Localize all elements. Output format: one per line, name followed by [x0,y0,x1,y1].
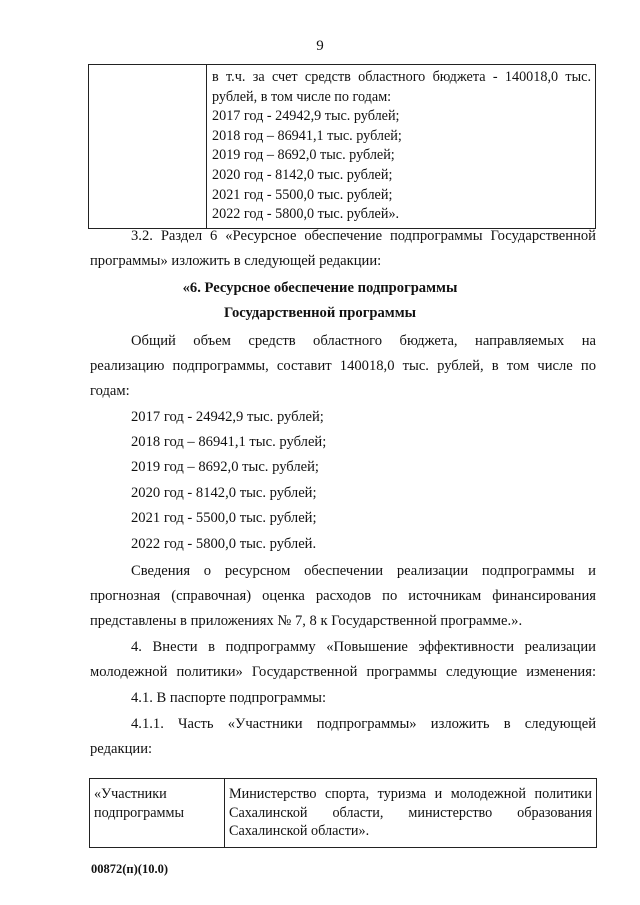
paragraph-4-1-1-line: 4.1.1. Часть «Участники подпрограммы» изложить в следующей [131,716,596,732]
participants-table [89,778,597,848]
document-code: 00872(п)(10.0) [91,862,168,876]
section-heading: «6. Ресурсное обеспечение подпрограммы [182,280,458,296]
total-paragraph-line: реализацию подпрограммы, составит 140018,0 тыс. рублей, в том числе по [90,358,596,374]
info-paragraph-line: прогнозная (справочная) оценка расходов по источникам финансирования [90,588,596,604]
paragraph-3-2-line: 3.2. Раздел 6 «Ресурсное обеспечение подпрограммы Государственной [131,228,596,244]
funding-line: 2017 год - 24942,9 тыс. рублей; [212,108,400,125]
total-paragraph-line: годам: [90,383,130,399]
table-row [90,779,597,848]
participants-value-line: Сахалинской области, министерство образования [229,804,592,821]
funding-line: в т.ч. за счет средств областного бюджета - 140018,0 тыс. [212,69,591,85]
participants-label-cell [90,779,225,848]
funding-line: 2018 год – 86941,1 тыс. рублей; [212,127,402,144]
funding-line: 2019 год – 8692,0 тыс. рублей; [212,147,395,164]
funding-line: 2020 год - 8142,0 тыс. рублей; [212,166,393,183]
year-line: 2019 год – 8692,0 тыс. рублей; [131,459,319,475]
paragraph-4-line: 4. Внести в подпрограмму «Повышение эффективности реализации [131,639,596,655]
participants-label-line: «Участники [94,786,167,802]
paragraph-4-1: 4.1. В паспорте подпрограммы: [131,690,327,706]
paragraph-4-line: молодежной политики» Государственной программы следующие изменения: [90,664,596,680]
funding-line: рублей, в том числе по годам: [212,88,392,105]
info-paragraph-line: Сведения о ресурсном обеспечении реализации подпрограммы и [131,563,596,579]
funding-line: 2021 год - 5500,0 тыс. рублей; [212,186,393,203]
participants-label-line: подпрограммы [94,804,184,821]
paragraph-3-2-line: программы» изложить в следующей редакции: [90,253,382,269]
info-paragraph-line: представлены в приложениях № 7, 8 к Государственной программе.». [90,613,523,629]
year-line: 2017 год - 24942,9 тыс. рублей; [131,409,324,425]
participants-value-line: Сахалинской области». [229,823,370,839]
paragraph-4-1-1-line: редакции: [90,741,153,757]
participants-value-cell [225,779,597,848]
year-line: 2020 год - 8142,0 тыс. рублей; [131,485,317,501]
year-line: 2021 год - 5500,0 тыс. рублей; [131,510,317,526]
funding-line: 2022 год - 5800,0 тыс. рублей». [212,206,400,223]
participants-value-line: Министерство спорта, туризма и молодежной политики [229,786,592,802]
year-line: 2018 год – 86941,1 тыс. рублей; [131,434,327,450]
total-paragraph-line: Общий объем средств областного бюджета, направляемых на [131,333,596,349]
document-body [90,0,596,905]
section-heading: Государственной программы [223,305,417,321]
year-line: 2022 год - 5800,0 тыс. рублей. [131,536,317,552]
page-number: 9 [316,38,324,54]
